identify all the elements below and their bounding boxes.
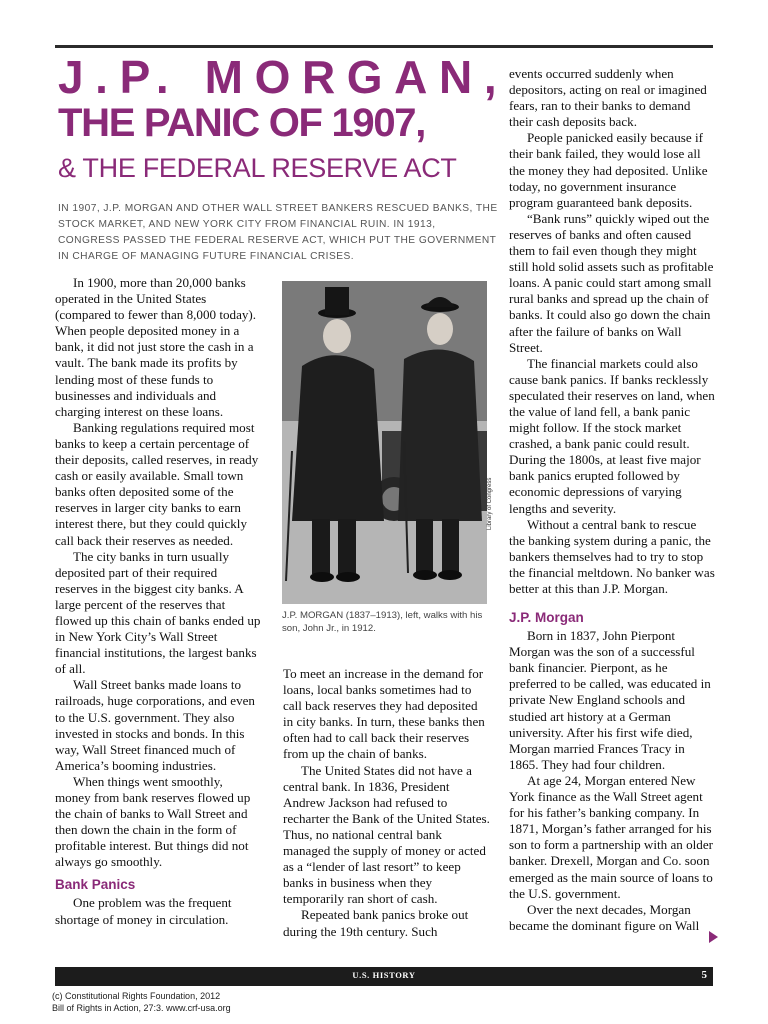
copyright-line: (c) Constitutional Rights Foundation, 2012 bbox=[52, 991, 221, 1001]
copyright-notice bbox=[52, 990, 231, 1014]
headline-line-1: J.P. MORGAN, bbox=[58, 51, 509, 103]
footer-section-label: U.S. HISTORY bbox=[352, 970, 416, 980]
citation-line: Bill of Rights in Action, 27:3. www.crf-usa.org bbox=[52, 1003, 231, 1013]
paragraph: One problem was the frequent shortage of money in circulation. bbox=[55, 895, 232, 927]
paragraph: In 1900, more than 20,000 banks operated in the United States (compared to fewer than 8,000 today). When people deposited money in a bank, it did not just store the cash in a vault. The bank made its profits by lending most of these funds to businesses and individuals and charging interest on these loans. bbox=[55, 275, 257, 419]
photo-credit: Library of Congress bbox=[487, 477, 493, 530]
article-deck: IN 1907, J.P. MORGAN AND OTHER WALL STREET BANKERS RESCUED BANKS, THE STOCK MARKET, AND NEW YORK CITY FROM FINANCIAL RUIN. IN 1913, CONGRESS PASSED THE FEDERAL RESERVE ACT, WHICH PUT THE GOVERNMENT IN CHARGE OF MANAGING FUTURE FINANCIAL CRISES. bbox=[58, 203, 498, 262]
paragraph: People panicked easily because if their bank failed, they would lose all the money they had deposited. Unlike today, no government insurance program guaranteed bank deposits. bbox=[509, 130, 708, 210]
photo-morgan-and-son bbox=[282, 281, 487, 604]
paragraph: The financial markets could also cause bank panics. If banks recklessly speculated their reserves on land, when the value of land fell, a bank panic might follow. If the stock market crashed, a bank panic could result. During the 1800s, at least five major bank panics erupted followed by economic depressions of varying lengths and severity. bbox=[509, 355, 715, 516]
paragraph: “Bank runs” quickly wiped out the reserves of banks and often caused them to fail even though they might still hold solid assets such as profitable loans. A panic could start among small rural banks and spread up the chain of banks. It could also go down the chain after the failure of banks on Wall Street. bbox=[509, 210, 714, 355]
left-column bbox=[55, 275, 261, 928]
right-column bbox=[509, 66, 715, 934]
top-rule bbox=[55, 45, 713, 48]
paragraph: Wall Street banks made loans to railroads, huge corporations, and even to the U.S. government. They also invested in stocks and bonds. In this way, Wall Street financed much of America’s booming industries. bbox=[55, 677, 255, 773]
middle-column bbox=[283, 666, 490, 940]
paragraph: Without a central bank to rescue the banking system during a panic, the bankers themselves had to try to stop the financial meltdown. No banker was better at this than J.P. Morgan. bbox=[509, 516, 715, 596]
paragraph: At age 24, Morgan entered New York finance as the Wall Street agent for his father’s banking company. In 1871, Morgan’s father arranged for his son to form a partnership with an older banker. Drexell, Morgan and Co. soon emerged as the main source of loans to the U.S. government. bbox=[509, 772, 713, 901]
paragraph: The United States did not have a central bank. In 1836, President Andrew Jackson had refused to recharter the Bank of the United States. Thus, no national central bank managed the supply of money or acted as a “lender of last resort” to keep banks in business when they temporarily ran short of cash. bbox=[283, 762, 490, 907]
paragraph: Over the next decades, Morgan became the dominant figure on Wall bbox=[509, 901, 700, 933]
page-number: 5 bbox=[701, 969, 707, 981]
footer-bar bbox=[55, 967, 713, 986]
paragraph: When things went smoothly, money from bank reserves flowed up the chain of banks to Wall Street and then down the chain in the form of profitable interest. But things did not always go smoothly. bbox=[55, 773, 251, 870]
section-heading-jp-morgan: J.P. Morgan bbox=[509, 610, 584, 626]
subheadline: & THE FEDERAL RESERVE ACT bbox=[58, 153, 457, 183]
paragraph: To meet an increase in the demand for loans, local banks sometimes had to call back reserves they had deposited in city banks. In turn, these banks then often had to call back their reserves from up the chain of banks. bbox=[283, 666, 485, 762]
section-heading-bank-panics: Bank Panics bbox=[55, 877, 136, 893]
continue-arrow-icon bbox=[709, 931, 718, 943]
paragraph: Repeated bank panics broke out during the 19th century. Such bbox=[283, 907, 469, 939]
paragraph: The city banks in turn usually deposited part of their required reserves in the biggest city banks. A large percent of the reserves that flowed up this chain of banks ended up in New York City’s Wall Street financial institutions, the largest banks of all. bbox=[55, 548, 261, 677]
paragraph: events occurred suddenly when depositors, acting on real or imagined fears, ran to their banks to demand their cash deposits back. bbox=[509, 66, 707, 130]
paragraph: Banking regulations required most banks to keep a certain percentage of their deposits, called reserves, in ready cash or easily available. Small town banks often deposited some of the reserves in larger city banks to earn interest there, but they could quickly call back their reserves as needed. bbox=[55, 419, 259, 548]
headline-line-2: THE PANIC OF 1907, bbox=[58, 101, 426, 145]
photo-caption: J.P. MORGAN (1837–1913), left, walks with his son, John Jr., in 1912. bbox=[282, 610, 483, 634]
photo-illustration bbox=[282, 281, 487, 604]
paragraph: Born in 1837, John Pierpont Morgan was the son of a successful bank financier. Pierpont, as he preferred to be called, was educated in private New England schools and studied art history at a German university. After his first wife died, Morgan married Frances Tracy in 1865. They had four children. bbox=[509, 628, 711, 772]
